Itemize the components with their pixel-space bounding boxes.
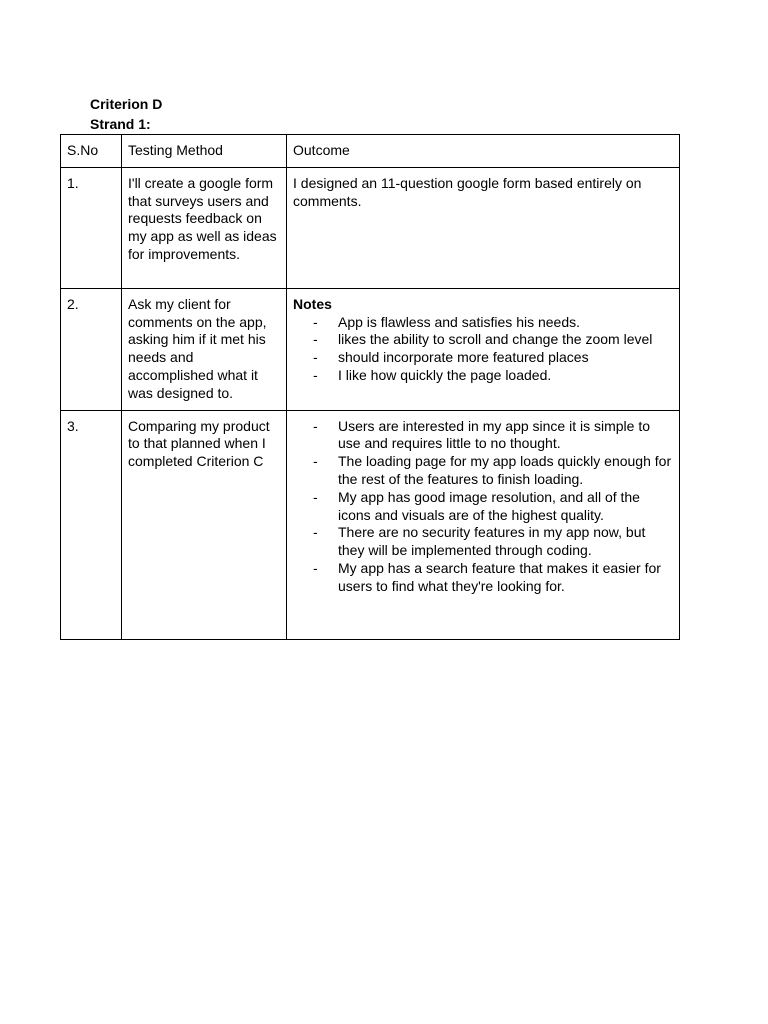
table-row: [61, 410, 680, 639]
testing-table: [60, 134, 680, 640]
list-item-text: App is flawless and satisfies his needs.: [338, 313, 581, 330]
list-item-text: Users are interested in my app since it is simple to use and requires little to no thought.: [338, 417, 651, 452]
cell-testing-method: Comparing my product to that planned when I completed Criterion C: [122, 410, 287, 639]
cell-sno: 3.: [61, 410, 122, 639]
list-item-text: likes the ability to scroll and change the zoom level: [338, 331, 653, 348]
criterion-title: Criterion D: [90, 96, 163, 112]
list-item-text: should incorporate more featured places: [338, 349, 589, 366]
dash-marker: -: [313, 366, 318, 383]
list-item-text: My app has a search feature that makes it easier for users to find what they're looking for.: [338, 559, 661, 594]
strand-title: Strand 1:: [90, 116, 151, 132]
cell-sno: 2.: [61, 288, 122, 410]
cell-outcome: I designed an 11-question google form based entirely on comments.: [287, 167, 680, 288]
list-item: [293, 524, 673, 560]
list-item: [293, 453, 673, 489]
cell-outcome: [287, 288, 680, 410]
list-item: [293, 418, 673, 454]
dash-marker: -: [313, 417, 318, 434]
dash-marker: -: [313, 559, 318, 576]
header-sno: S.No: [61, 135, 122, 168]
table-header-row: [61, 135, 680, 168]
outcome-list: [293, 418, 673, 596]
cell-sno: 1.: [61, 167, 122, 288]
dash-marker: -: [313, 313, 318, 330]
list-item: [293, 314, 673, 332]
list-item: [293, 349, 673, 367]
list-item: [293, 367, 673, 385]
cell-outcome: [287, 410, 680, 639]
table-row: [61, 167, 680, 288]
notes-title: Notes: [293, 295, 332, 312]
header-testing-method: Testing Method: [122, 135, 287, 168]
list-item: [293, 331, 673, 349]
list-item-text: The loading page for my app loads quickly enough for the rest of the features to finish loading.: [338, 453, 672, 487]
table-row: [61, 288, 680, 410]
dash-marker: -: [313, 331, 318, 348]
cell-testing-method: Ask my client for comments on the app, asking him if it met his needs and accomplished what it was designed to.: [122, 288, 287, 410]
dash-marker: -: [313, 488, 318, 505]
dash-marker: -: [313, 349, 318, 366]
notes-list: [293, 314, 673, 385]
header-outcome: Outcome: [287, 135, 680, 168]
dash-marker: -: [313, 524, 318, 541]
list-item: [293, 489, 673, 525]
list-item: [293, 560, 673, 596]
list-item-text: I like how quickly the page loaded.: [338, 366, 552, 383]
list-item-text: There are no security features in my app now, but they will be implemented through coding.: [338, 524, 646, 559]
list-item-text: My app has good image resolution, and all of the icons and visuals are of the highest quality.: [338, 488, 640, 523]
dash-marker: -: [313, 453, 318, 470]
cell-testing-method: I'll create a google form that surveys users and requests feedback on my app as well as ideas for improvements.: [122, 167, 287, 288]
document-heading: [90, 94, 162, 134]
